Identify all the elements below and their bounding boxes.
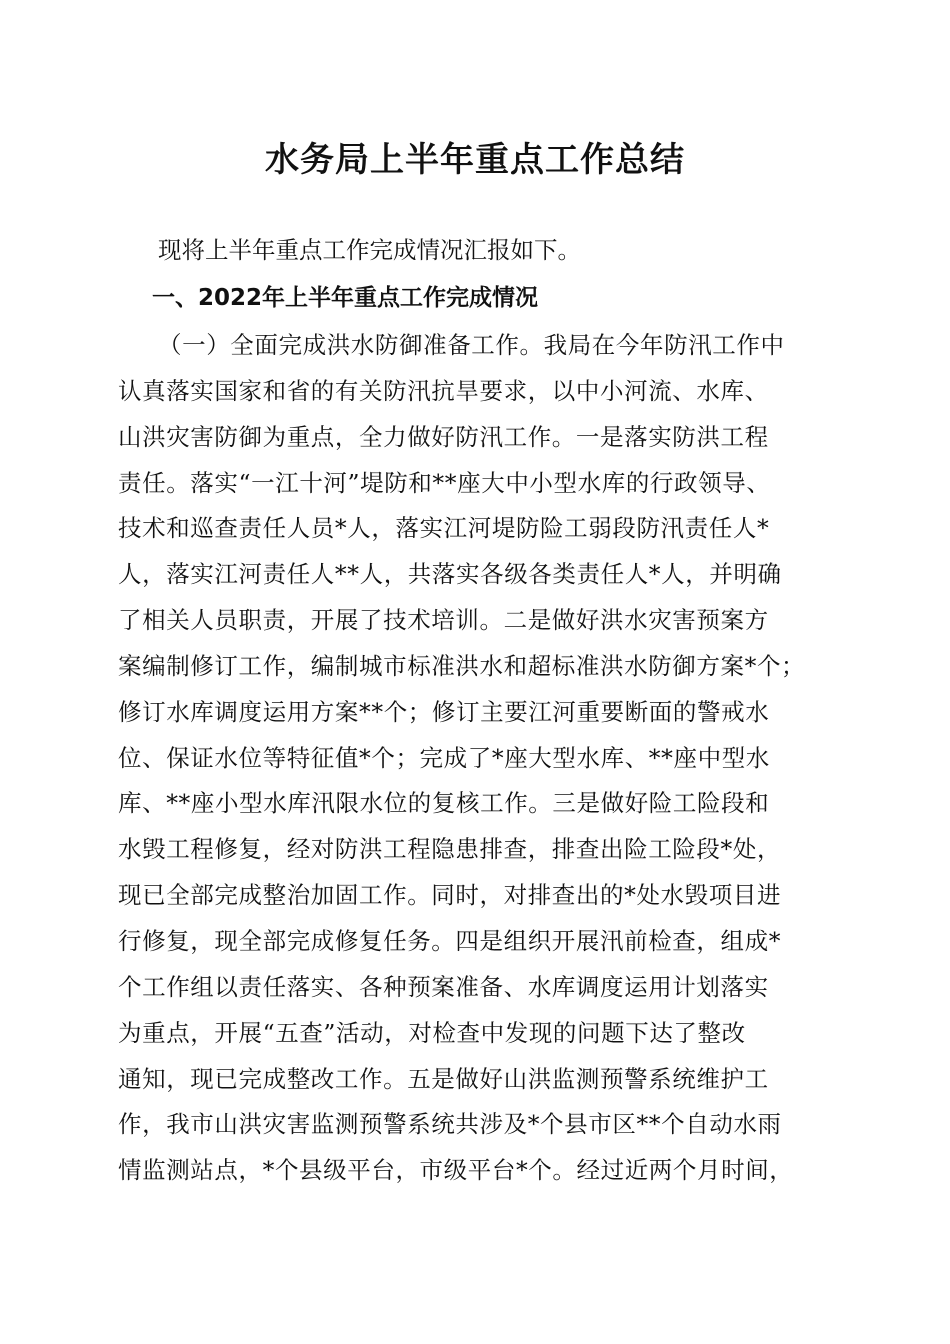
paragraph-line: 通知，现已完成整改工作。五是做好山洪监测预警系统维护工: [118, 1064, 769, 1093]
paragraph-line: 作，我市山洪灾害监测预警系统共涉及*个县市区**个自动水雨: [118, 1110, 782, 1139]
body-paragraph: [118, 323, 838, 1194]
paragraph-line: 水毁工程修复，经对防洪工程隐患排查，排查出险工险段*处，: [118, 835, 782, 864]
paragraph-line: 行修复，现全部完成修复任务。四是组织开展汛前检查，组成*: [118, 926, 782, 955]
section-heading: 一、2022年上半年重点工作完成情况: [152, 285, 539, 311]
paragraph-line: 为重点，开展“五查”活动，对检查中发现的问题下达了整改: [118, 1018, 746, 1047]
paragraph-line: 情监测站点，*个县级平台，市级平台*个。经过近两个月时间，: [118, 1156, 794, 1185]
document-title: 水务局上半年重点工作总结: [265, 140, 685, 180]
paragraph-line: 库、**座小型水库汛限水位的复核工作。三是做好险工险段和: [118, 789, 770, 818]
paragraph-line: （一）全面完成洪水防御准备工作。我局在今年防汛工作中: [158, 331, 785, 359]
paragraph-line: 了相关人员职责，开展了技术培训。二是做好洪水灾害预案方: [118, 606, 769, 635]
paragraph-line: 案编制修订工作，编制城市标准洪水和超标准洪水防御方案*个；: [118, 651, 806, 680]
paragraph-line: 现已全部完成整治加固工作。同时，对排查出的*处水毁项目进: [118, 881, 782, 910]
paragraph-line: 人，落实江河责任人**人，共落实各级各类责任人*人，并明确: [118, 560, 782, 589]
paragraph-line: 技术和巡查责任人员*人，落实江河堤防险工弱段防汛责任人*: [118, 514, 770, 543]
paragraph-line: 认真落实国家和省的有关防汛抗旱要求，以中小河流、水库、: [118, 376, 769, 405]
intro-paragraph: 现将上半年重点工作完成情况汇报如下。: [158, 236, 581, 264]
paragraph-line: 位、保证水位等特征值*个；完成了*座大型水库、**座中型水: [118, 743, 770, 772]
paragraph-line: 个工作组以责任落实、各种预案准备、水库调度运用计划落实: [118, 972, 769, 1001]
paragraph-line: 修订水库调度运用方案**个；修订主要江河重要断面的警戒水: [118, 697, 770, 726]
paragraph-line: 山洪灾害防御为重点，全力做好防汛工作。一是落实防洪工程: [118, 422, 769, 451]
paragraph-line: 责任。落实“一江十河”堤防和**座大中小型水库的行政领导、: [118, 468, 771, 497]
